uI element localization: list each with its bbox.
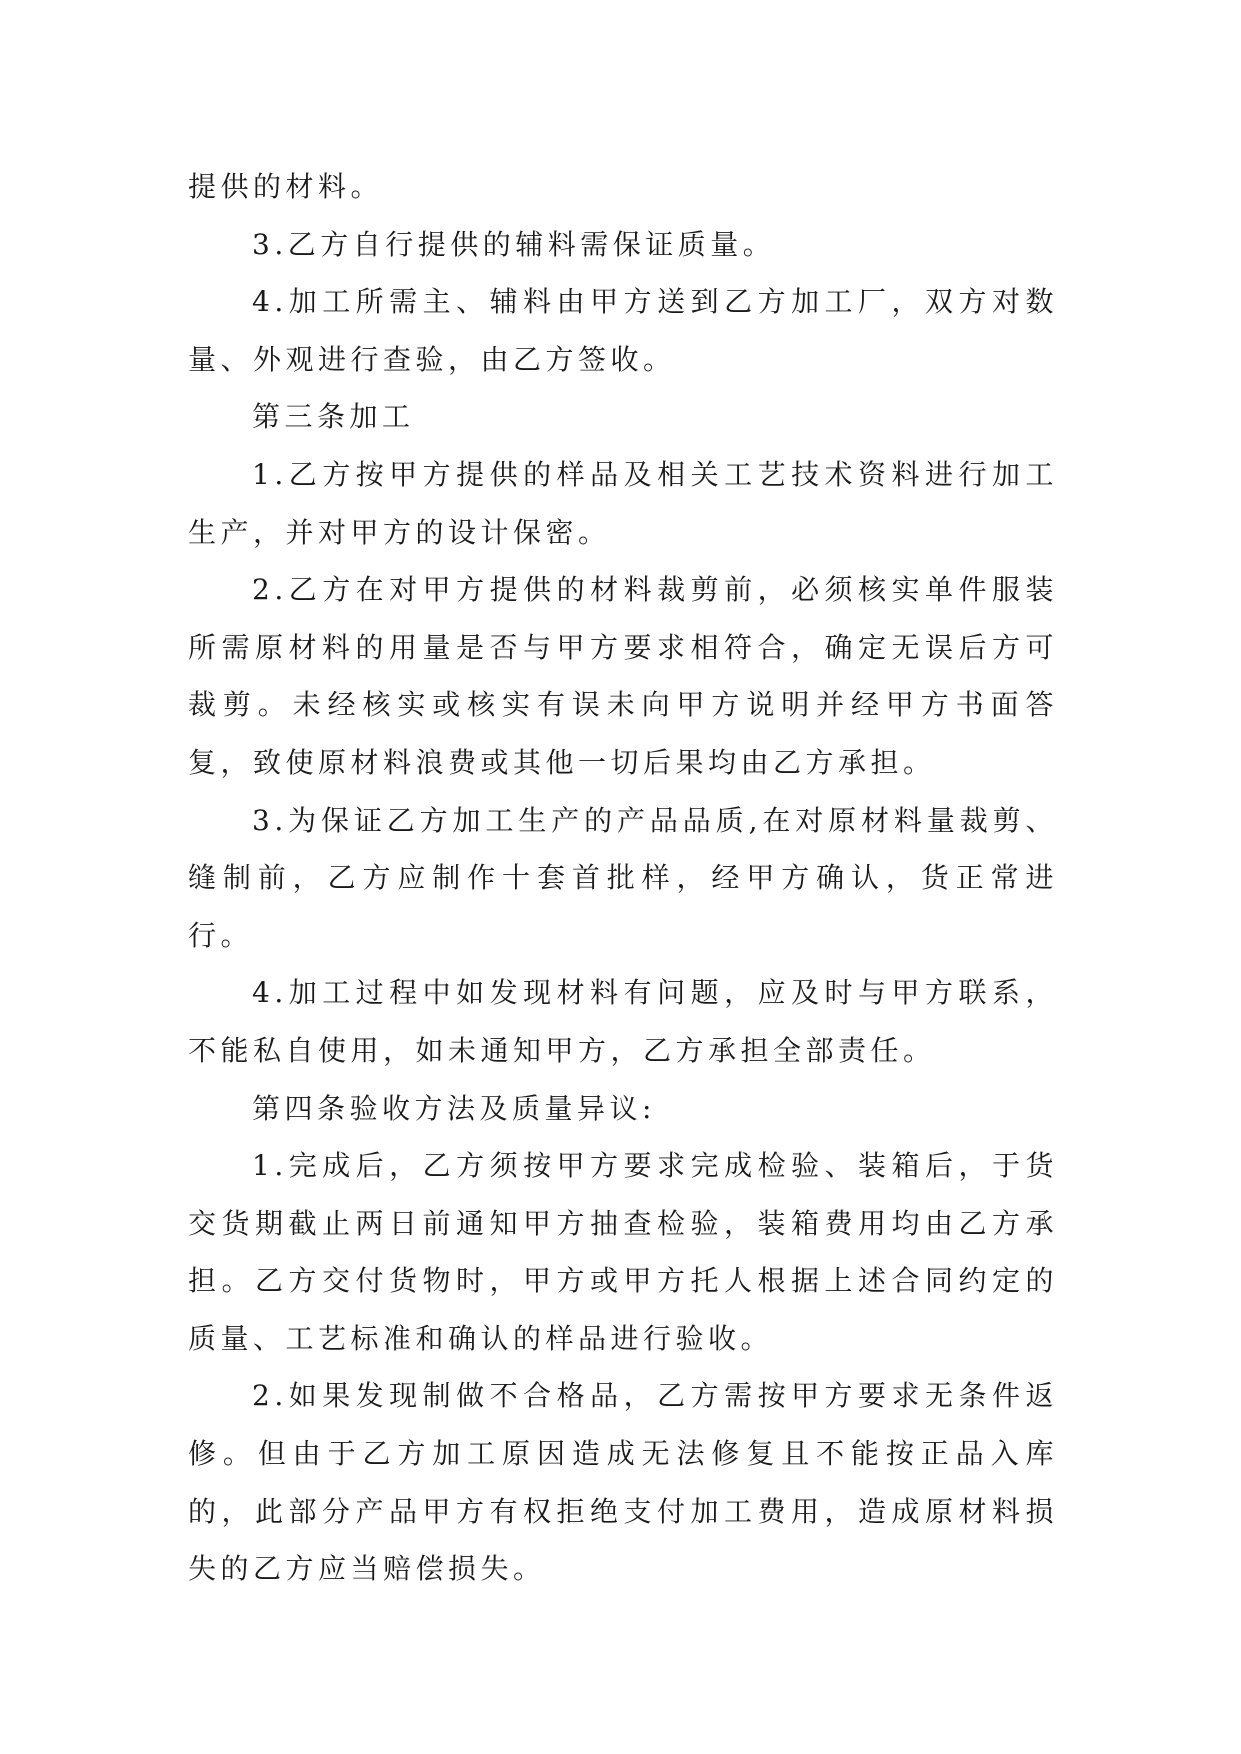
clause-3-item-2: 2.乙方在对甲方提供的材料裁剪前，必须核实单件服装所需原材料的用量是否与甲方要求相符合，确定无误后方可裁剪。未经核实或核实有误未向甲方说明并经甲方书面答复，致使原材料浪费或其他一切后果均由乙方承担。 — [188, 573, 1058, 779]
section-heading-article-4: 第四条验收方法及质量异议: — [252, 1091, 656, 1125]
paragraph-continuation: 提供的材料。 — [188, 170, 384, 203]
clause-4-item-1: 1.完成后，乙方须按甲方要求完成检验、装箱后，于货交货期截止两日前通知甲方抽查检验，装箱费用均由乙方承担。乙方交付货物时，甲方或甲方托人根据上述合同约定的质量、工艺标准和确认的样品进行验收。 — [188, 1149, 1058, 1355]
clause-2-item-3: 3.乙方自行提供的辅料需保证质量。 — [252, 227, 776, 261]
clause-4-item-2: 2.如果发现制做不合格品，乙方需按甲方要求无条件返修。但由于乙方加工原因造成无法修复且不能按正品入库的，此部分产品甲方有权拒绝支付加工费用，造成原材料损失的乙方应当赔偿损失。 — [188, 1379, 1058, 1586]
contract-body — [188, 158, 1058, 1598]
clause-3-item-4: 4.加工过程中如发现材料有问题，应及时与甲方联系，不能私自使用，如未通知甲方，乙方承担全部责任。 — [188, 976, 1058, 1067]
section-heading-article-3: 第三条加工 — [252, 400, 415, 434]
clause-3-item-3: 3.为保证乙方加工生产的产品品质,在对原材料量裁剪、缝制前，乙方应制作十套首批样，经甲方确认，货正常进行。 — [188, 803, 1058, 952]
clause-3-item-1: 1.乙方按甲方提供的样品及相关工艺技术资料进行加工生产，并对甲方的设计保密。 — [188, 457, 1058, 549]
clause-2-item-4: 4.加工所需主、辅料由甲方送到乙方加工厂，双方对数量、外观进行查验，由乙方签收。 — [188, 285, 1058, 376]
